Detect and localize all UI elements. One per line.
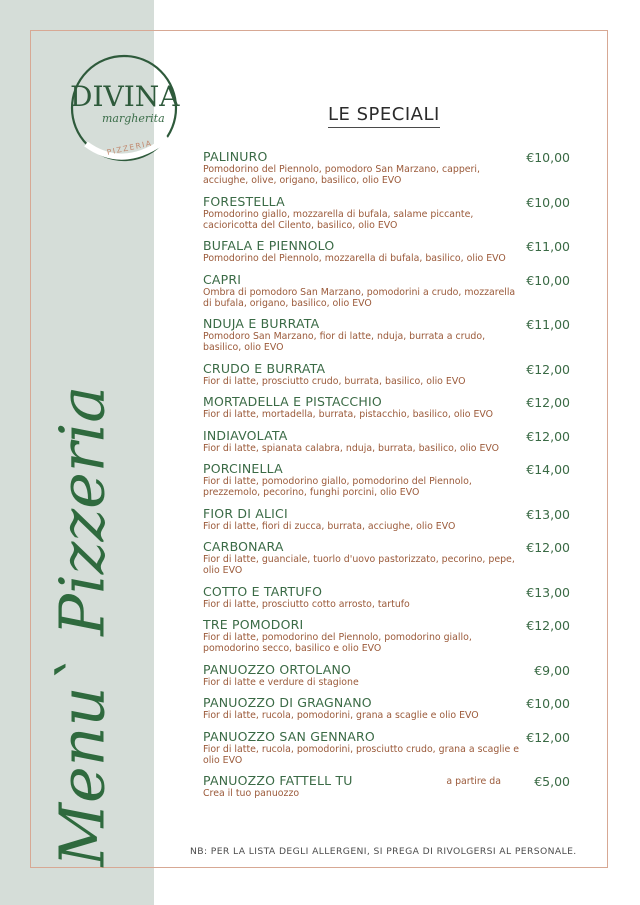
item-description: Fior di latte, mortadella, burrata, pistacchio, basilico, olio EVO: [203, 409, 494, 420]
item-name: NDUJA E BURRATA: [203, 316, 320, 331]
item-price: €14,00: [526, 462, 570, 477]
item-description: Fior di latte, pomodorino del Piennolo, pomodorino giallo, pomodorino secco, basilico e olio EVO: [203, 632, 472, 654]
script-title: Menu` Pizzeria: [45, 385, 119, 867]
item-description: Fior di latte e verdure di stagione: [203, 676, 359, 688]
menu-list: [203, 150, 573, 808]
item-name: TRE POMODORI: [203, 617, 304, 632]
menu-item: [203, 774, 573, 799]
item-price: €10,00: [526, 696, 570, 711]
menu-item: [203, 362, 573, 387]
item-price: €10,00: [526, 194, 570, 210]
menu-item: [203, 507, 573, 532]
item-name: PALINURO: [203, 149, 268, 164]
item-price: €5,00: [534, 774, 570, 789]
item-name: FIOR DI ALICI: [203, 505, 288, 521]
item-description: Pomodorino del Piennolo, pomodoro San Marzano, capperi, acciughe, olive, origano, basilico, olio EVO: [203, 164, 480, 186]
item-name: PANUOZZO DI GRAGNANO: [203, 695, 372, 710]
item-name: CAPRI: [203, 271, 242, 287]
item-name: MORTADELLA E PISTACCHIO: [203, 394, 382, 409]
menu-item: [203, 696, 573, 721]
menu-item: [203, 317, 573, 353]
menu-item: [203, 239, 573, 264]
item-name: CARBONARA: [203, 539, 284, 554]
menu-item: [203, 273, 573, 309]
item-description: Pomodoro San Marzano, fior di latte, nduja, burrata a crudo, basilico, olio EVO: [203, 331, 486, 353]
menu-item: [203, 462, 573, 498]
menu-item: [203, 195, 573, 231]
item-price: €12,00: [526, 618, 570, 633]
logo-pizzeria-tag: PIZZERIA: [106, 138, 154, 157]
item-name: CRUDO E BURRATA: [203, 360, 326, 376]
logo-wordmark: DIVINA: [70, 80, 180, 113]
item-price-prefix: a partire da: [446, 776, 501, 787]
menu-item: [203, 395, 573, 420]
menu-item: [203, 585, 573, 610]
item-description: Crea il tuo panuozzo: [203, 788, 300, 799]
item-price: €9,00: [534, 662, 570, 678]
item-name: COTTO E TARTUFO: [203, 583, 323, 599]
item-price: €13,00: [526, 506, 570, 522]
item-name: PANUOZZO ORTOLANO: [203, 661, 352, 677]
menu-item: [203, 150, 573, 186]
item-price: €11,00: [526, 239, 570, 254]
item-price: €10,00: [526, 272, 570, 288]
item-description: Ombra di pomodoro San Marzano, pomodorini a crudo, mozzarella di bufala, origano, basilico, olio EVO: [203, 286, 516, 309]
item-name: INDIAVOLATA: [203, 427, 288, 443]
item-description: Fior di latte, rucola, pomodorini, prosciutto crudo, grana a scaglie e olio EVO: [203, 743, 520, 766]
item-price: €11,00: [526, 317, 570, 332]
menu-item: [203, 618, 573, 654]
item-name: PORCINELLA: [203, 461, 283, 476]
item-price: €12,00: [526, 428, 570, 444]
allergen-note: NB: PER LA LISTA DEGLI ALLERGENI, SI PREGA DI RIVOLGERSI AL PERSONALE.: [190, 846, 577, 857]
item-price: €12,00: [526, 395, 570, 410]
item-description: Pomodorino giallo, mozzarella di bufala, salame piccante, cacioricotta del Cilento, basilico, olio EVO: [203, 208, 474, 231]
item-description: Fior di latte, guanciale, tuorlo d'uovo pastorizzato, pecorino, pepe, olio EVO: [203, 554, 515, 576]
item-name: BUFALA E PIENNOLO: [203, 238, 335, 253]
section-title: LE SPECIALI: [328, 104, 440, 125]
item-name: PANUOZZO SAN GENNARO: [203, 728, 375, 744]
item-price: €12,00: [526, 540, 570, 555]
item-name: FORESTELLA: [203, 193, 285, 209]
menu-item: [203, 730, 573, 766]
section-underline: [328, 127, 440, 128]
item-description: Fior di latte, prosciutto crudo, burrata, basilico, olio EVO: [203, 375, 466, 387]
item-price: €10,00: [526, 150, 570, 165]
menu-item: [203, 429, 573, 454]
item-description: Fior di latte, prosciutto cotto arrosto, tartufo: [203, 598, 410, 610]
item-price: €12,00: [526, 729, 570, 745]
item-name: PANUOZZO FATTELL TU: [203, 773, 353, 788]
item-description: Fior di latte, rucola, pomodorini, grana a scaglie e olio EVO: [203, 710, 479, 721]
item-description: Fior di latte, fiori di zucca, burrata, acciughe, olio EVO: [203, 520, 456, 532]
item-price: €12,00: [526, 361, 570, 377]
item-description: Fior di latte, spianata calabra, nduja, burrata, basilico, olio EVO: [203, 442, 500, 454]
menu-item: [203, 663, 573, 688]
menu-item: [203, 540, 573, 576]
item-price: €13,00: [526, 584, 570, 600]
item-description: Pomodorino del Piennolo, mozzarella di bufala, basilico, olio EVO: [203, 253, 506, 264]
item-description: Fior di latte, pomodorino giallo, pomodorino del Piennolo, prezzemolo, pecorino, funghi porcini, olio EVO: [203, 476, 472, 498]
logo-subtitle: margherita: [102, 112, 165, 125]
